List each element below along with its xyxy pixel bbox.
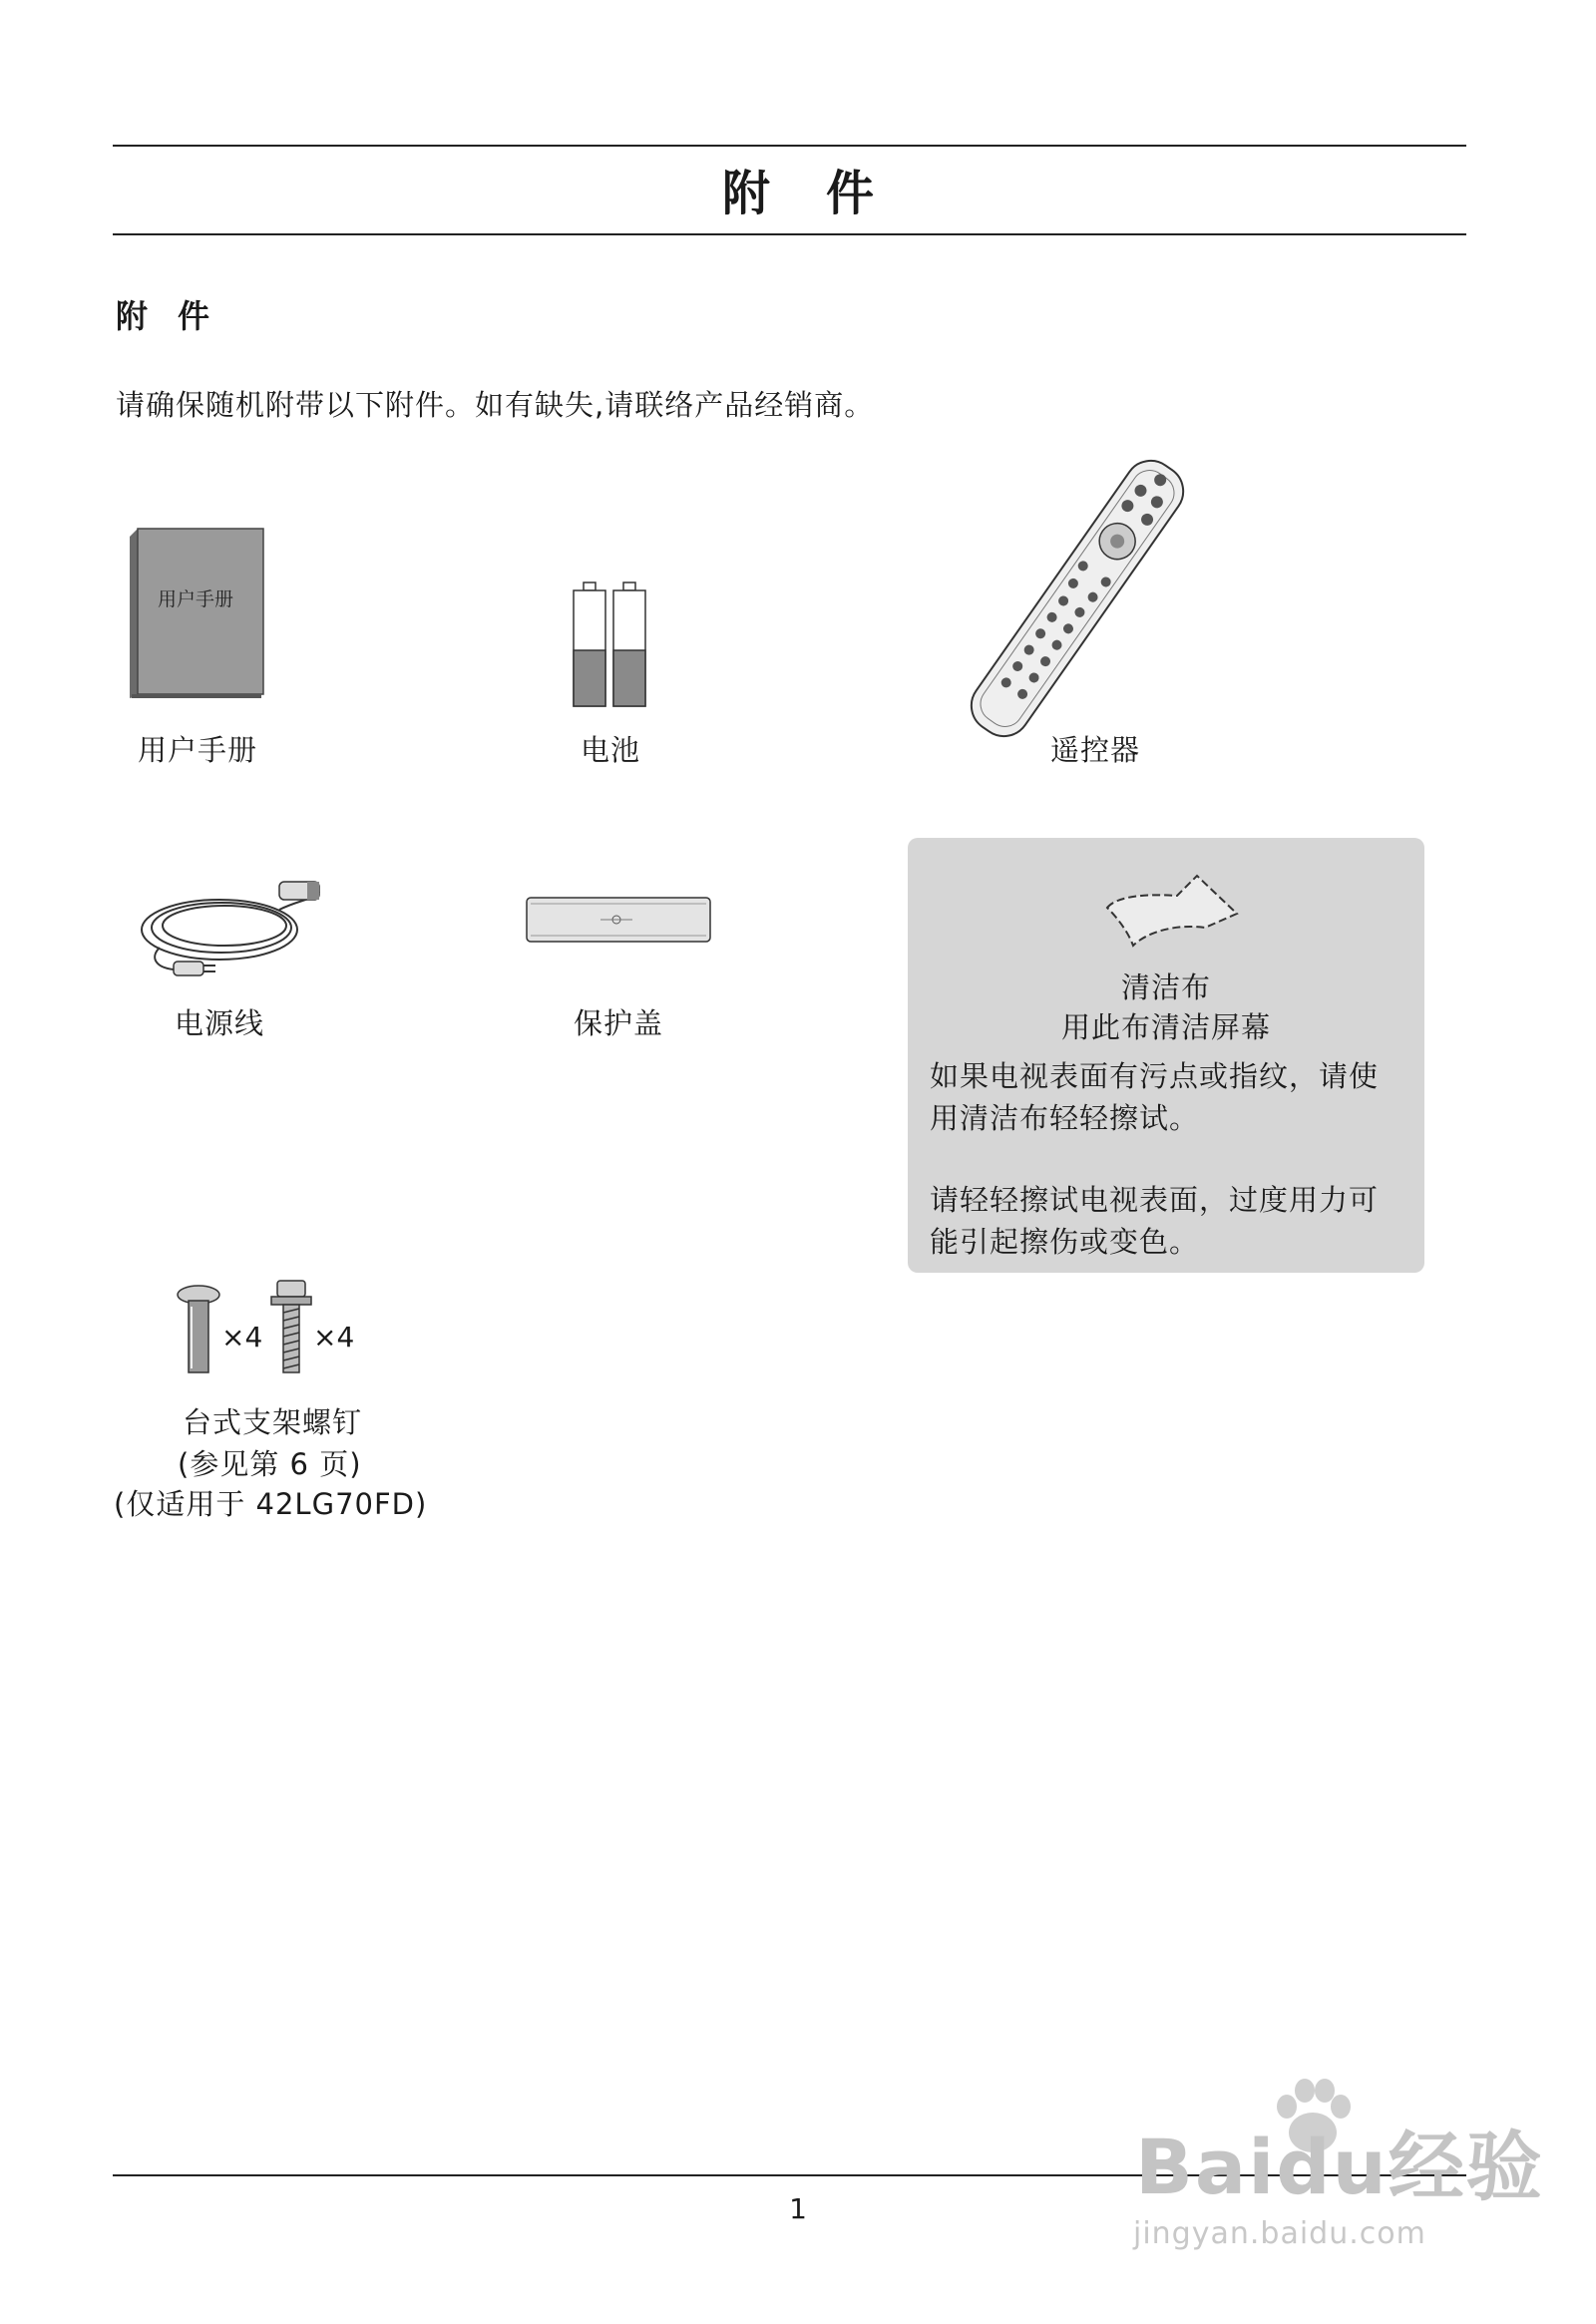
page-title: 附件 [721,166,930,221]
protective-cover-illustration [525,894,712,948]
power-cord-illustration [130,870,329,989]
battery-illustration [571,582,650,708]
cleaning-cloth-para1-line2: 用清洁布轻轻擦试。 [930,1101,1200,1135]
remote-caption: 遥控器 [1049,733,1140,767]
protective-cover-caption: 保护盖 [573,1006,663,1040]
cleaning-cloth-subtitle: 用此布清洁屏幕 [1060,1010,1271,1044]
stand-screws-caption: 台式支架螺钉 [182,1405,362,1439]
section-title: 附件 [116,297,240,335]
header-bottom-rule [113,233,1466,235]
cleaning-cloth-para2-line1: 请轻轻擦试电视表面，过度用力可 [930,1183,1380,1217]
manual-caption: 用户手册 [137,733,257,767]
screw-b-quantity: ×4 [313,1321,355,1354]
stand-screws-note-model: (仅适用于 42LG70FD) [114,1487,428,1521]
cleaning-cloth-box [908,838,1424,1273]
cleaning-cloth-title: 清洁布 [1120,970,1211,1004]
battery-caption: 电池 [580,733,640,767]
stand-screws-note-page: (参见第 6 页) [178,1447,362,1481]
watermark-url: jingyan.baidu.com [1133,2216,1426,2251]
screw-a-quantity: ×4 [221,1321,263,1354]
screw-a-icon [176,1285,221,1376]
manual-illustration [130,529,267,698]
power-cord-caption: 电源线 [174,1006,264,1040]
header-top-rule [113,145,1466,147]
cleaning-cloth-para1-line1: 如果电视表面有污点或指纹，请使 [930,1059,1380,1093]
remote-illustration [938,449,1217,748]
screw-b-icon [269,1281,313,1376]
manual-cover-text: 用户手册 [158,588,234,610]
intro-text: 请确保随机附带以下附件。如有缺失,请联络产品经销商。 [116,388,875,422]
cleaning-cloth-para2-line2: 能引起擦伤或变色。 [930,1225,1200,1259]
watermark-brand: Baidu经验 [1135,2123,1544,2211]
page-number: 1 [789,2192,807,2225]
cleaning-cloth-icon [1097,868,1243,948]
